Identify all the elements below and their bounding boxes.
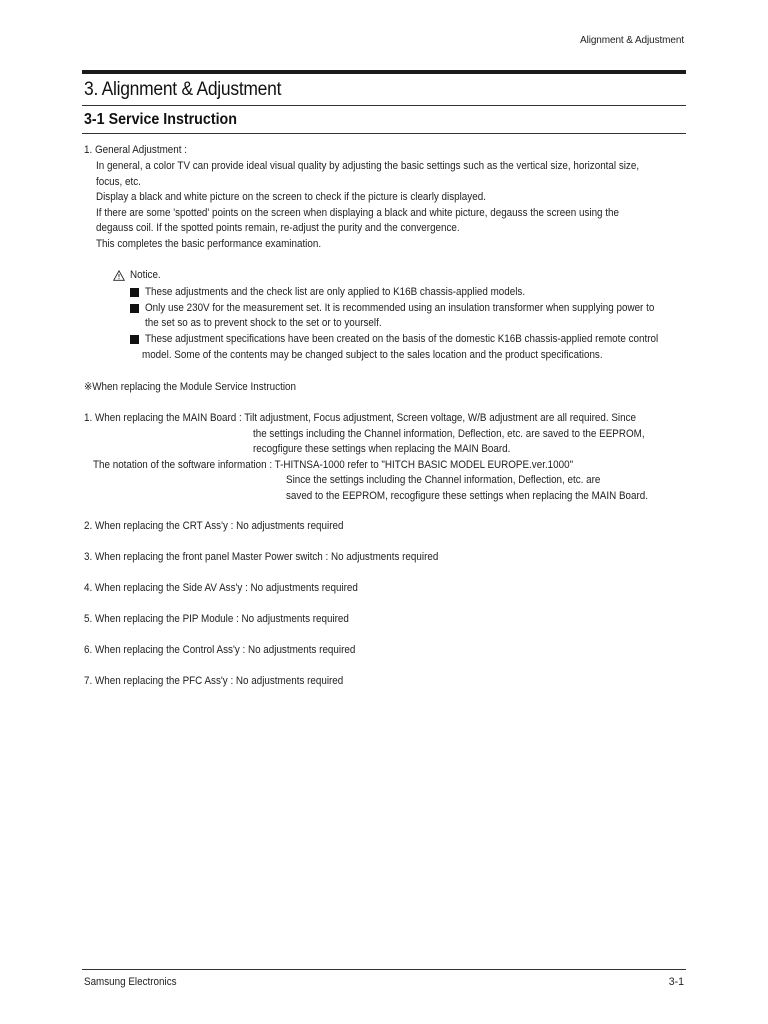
bullet-square [130, 304, 139, 313]
module-heading: ※When replacing the Module Service Instruction [84, 381, 296, 393]
chapter-divider [82, 105, 686, 106]
bullet-square [130, 335, 139, 344]
bullet-square [130, 288, 139, 297]
module-item: 6. When replacing the Control Ass'y : No adjustments required [84, 644, 356, 656]
main-board-line: 1. When replacing the MAIN Board : Tilt adjustment, Focus adjustment, Screen voltage, W/B adjustment are all required. Since [84, 412, 636, 424]
general-line: If there are some 'spotted' points on the screen when displaying a black and white picture, degauss the screen using the [96, 207, 619, 219]
section-divider [82, 133, 686, 134]
footer-divider [82, 969, 686, 970]
notice-label: Notice. [130, 269, 161, 281]
module-item: 7. When replacing the PFC Ass'y : No adjustments required [84, 675, 344, 687]
general-line: Display a black and white picture on the screen to check if the picture is clearly displayed. [96, 191, 486, 203]
notice-bullet-text: the set so as to prevent shock to the set or to yourself. [145, 317, 382, 329]
running-head: Alignment & Adjustment [580, 35, 684, 46]
main-board-line: saved to the EEPROM, recogfigure these settings when replacing the MAIN Board. [286, 490, 648, 502]
software-notation-line: The notation of the software information : T-HITNSA-1000 refer to "HITCH BASIC MODEL EUROPE.ver.1000" [93, 459, 574, 471]
module-item: 3. When replacing the front panel Master Power switch : No adjustments required [84, 551, 439, 563]
chapter-title: 3. Alignment & Adjustment [84, 79, 282, 100]
module-item: 4. When replacing the Side AV Ass'y : No adjustments required [84, 582, 358, 594]
module-item: 5. When replacing the PIP Module : No adjustments required [84, 613, 349, 625]
main-board-line: recogfigure these settings when replacing the MAIN Board. [253, 443, 511, 455]
general-line: degauss coil. If the spotted points remain, re-adjust the purity and the convergence. [96, 222, 460, 234]
general-line: In general, a color TV can provide ideal visual quality by adjusting the basic settings such as the vertical size, horizontal size, [96, 160, 640, 172]
notice-bullet-text: These adjustment specifications have been created on the basis of the domestic K16B chassis-applied remote control [145, 333, 659, 345]
notice-bullet-text: These adjustments and the check list are only applied to K16B chassis-applied models. [145, 286, 526, 298]
header-thick-rule [82, 70, 686, 74]
notice-bullet-text: Only use 230V for the measurement set. It is recommended using an insulation transformer when supplying power to [145, 302, 655, 314]
module-item: 2. When replacing the CRT Ass'y : No adjustments required [84, 520, 344, 532]
general-line: This completes the basic performance examination. [96, 238, 322, 250]
main-board-line: the settings including the Channel information, Deflection, etc. are saved to the EEPROM, [253, 428, 645, 440]
footer-company: Samsung Electronics [84, 976, 177, 988]
general-line: focus, etc. [96, 176, 141, 188]
main-board-line: Since the settings including the Channel information, Deflection, etc. are [286, 474, 601, 486]
warning-triangle-icon [113, 270, 125, 281]
notice-bullet-text: model. Some of the contents may be changed subject to the sales location and the product specifications. [142, 349, 603, 361]
section-title: 3-1 Service Instruction [84, 111, 237, 128]
footer-page-number: 3-1 [668, 976, 684, 988]
general-heading: 1. General Adjustment : [84, 144, 187, 156]
